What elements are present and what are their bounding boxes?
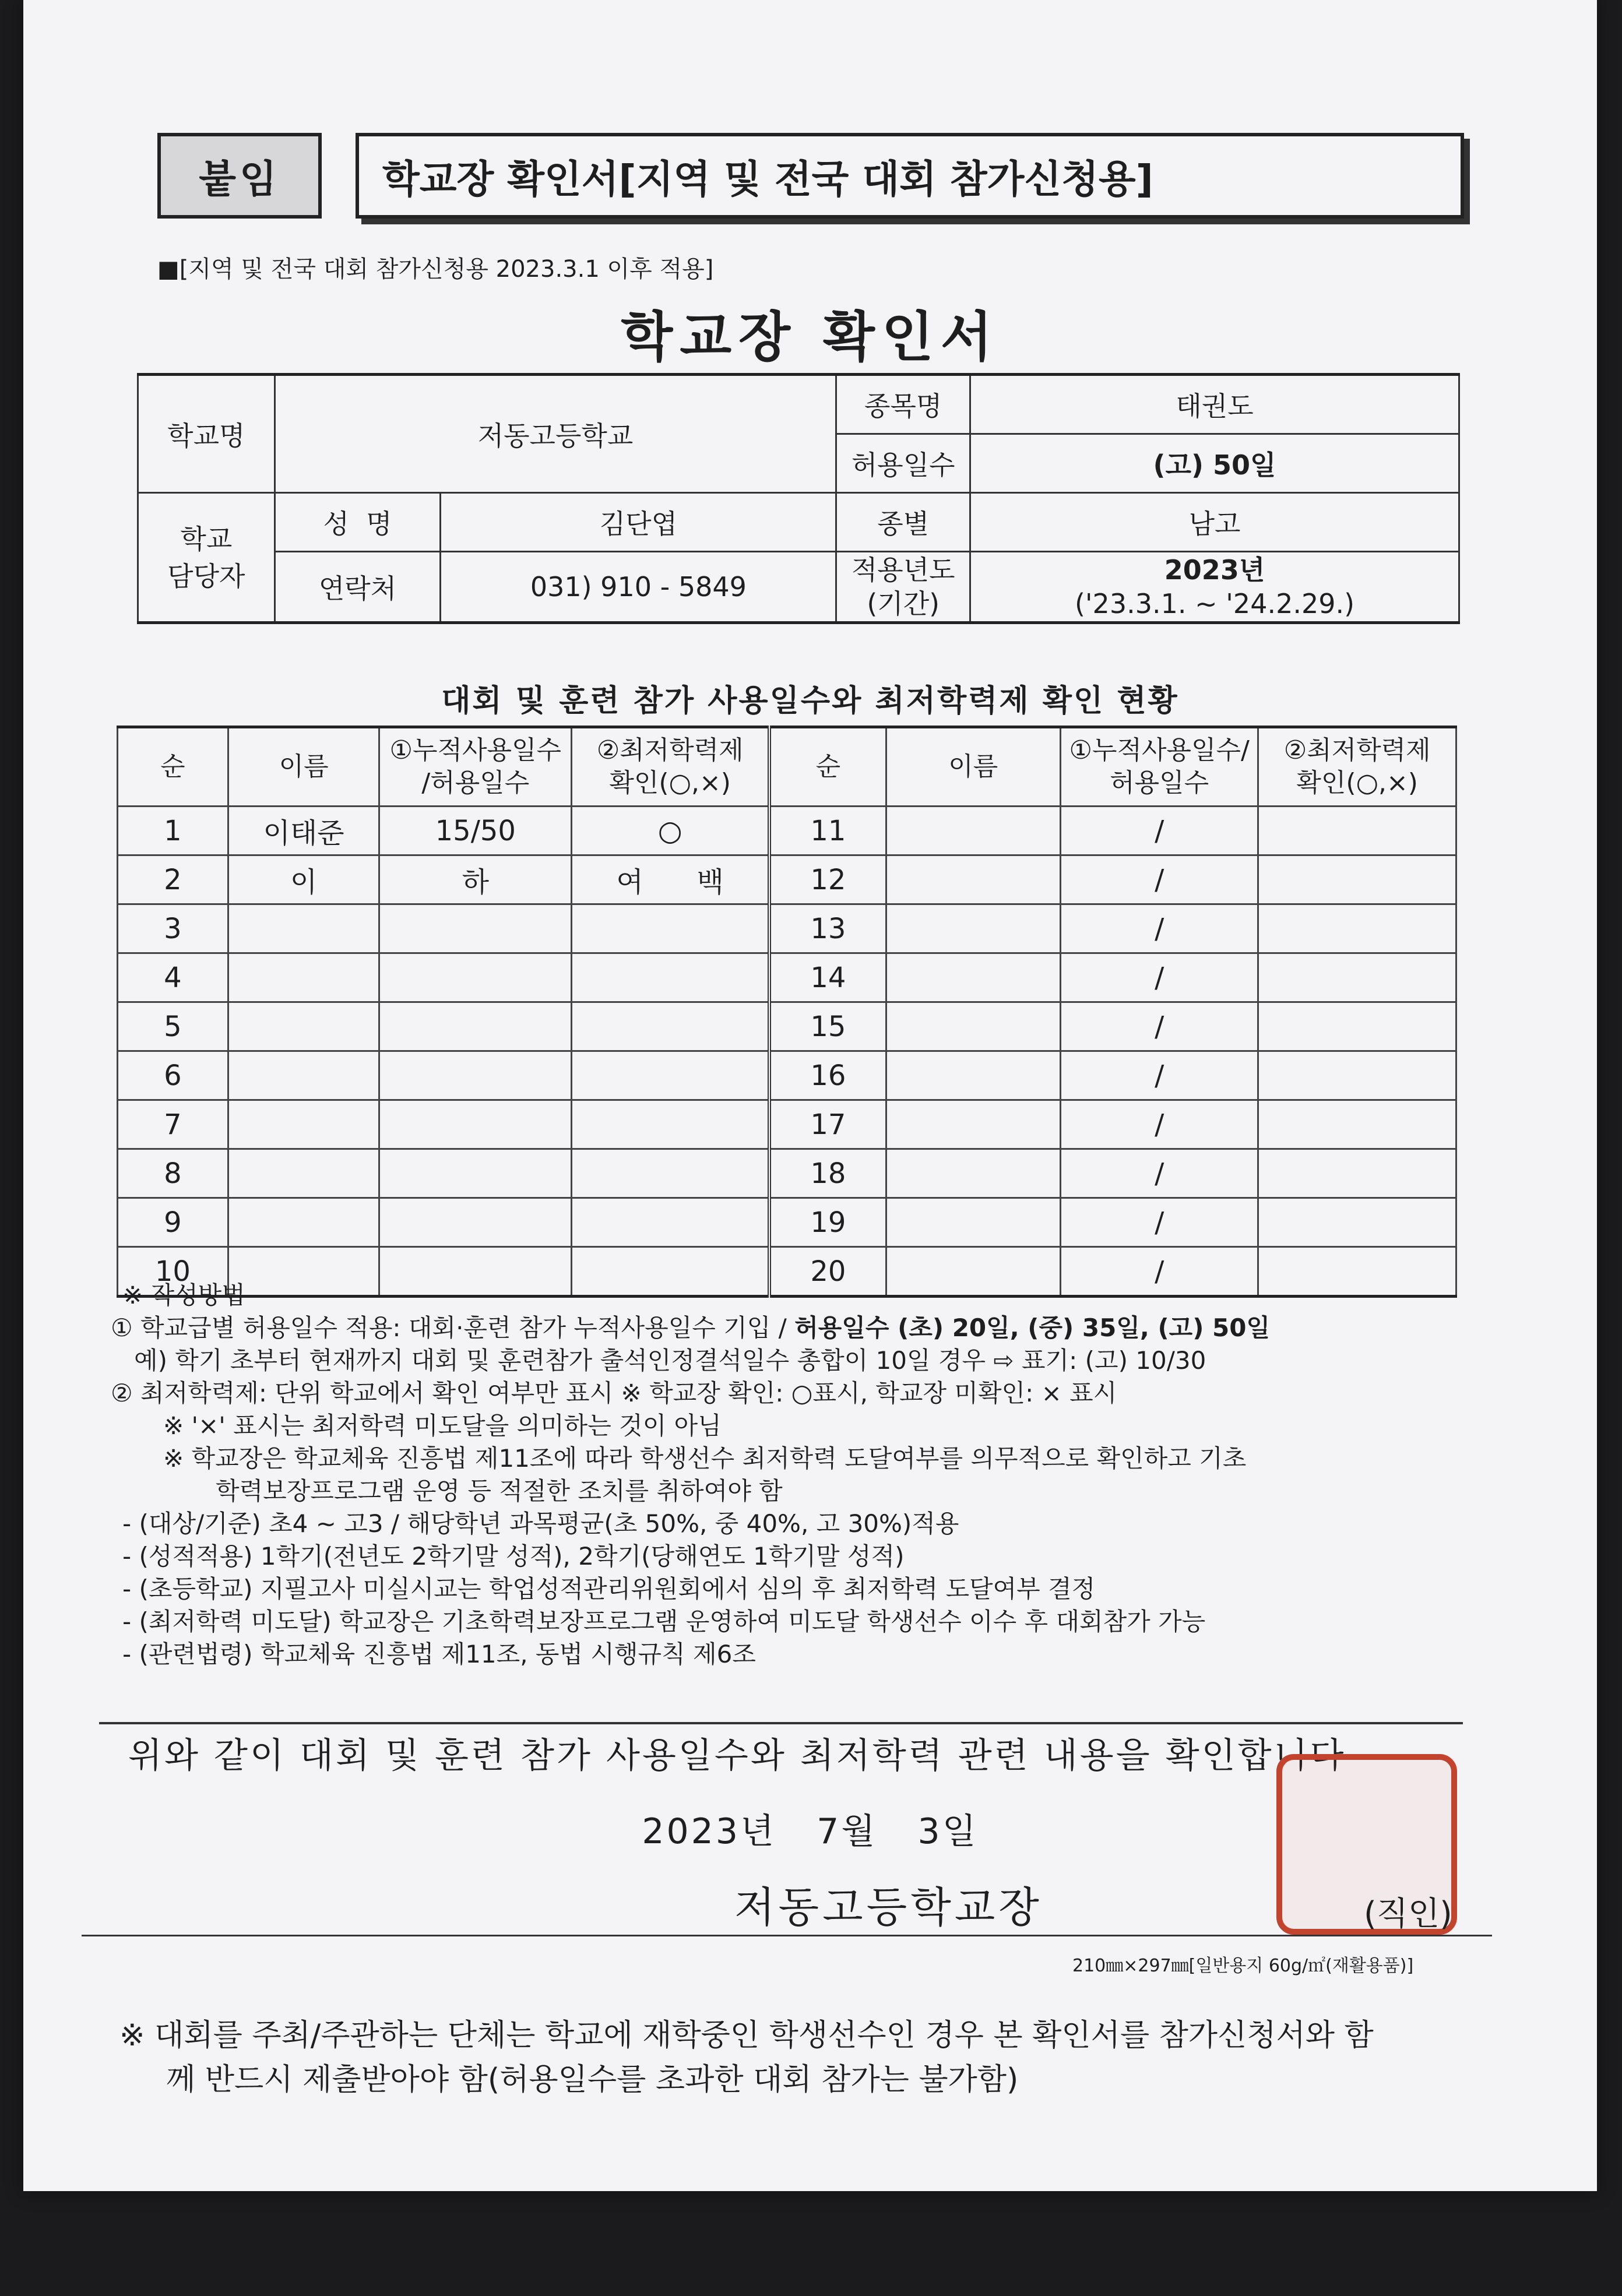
col-days-2 bbox=[1060, 727, 1258, 807]
row-no: 3 bbox=[118, 904, 228, 953]
row-name: 이 bbox=[228, 855, 379, 904]
table-row bbox=[118, 953, 1456, 1002]
method-line-1 bbox=[111, 1312, 1498, 1344]
sport-value: 태권도 bbox=[970, 375, 1459, 434]
row-name-2 bbox=[886, 1002, 1060, 1051]
method-line-1a: ① 학교급별 허용일수 적용: 대회·훈련 참가 누적사용일수 기입 / bbox=[111, 1313, 795, 1342]
row-no: 7 bbox=[118, 1100, 228, 1149]
row-check-2 bbox=[1258, 855, 1456, 904]
row-check-2 bbox=[1258, 904, 1456, 953]
col-check2-line2: 확인(○,×) bbox=[1296, 768, 1418, 798]
row-no-2: 11 bbox=[769, 807, 886, 855]
principal-name: 저동고등학교장 bbox=[734, 1883, 1043, 1932]
row-name bbox=[228, 904, 379, 953]
row-name-2 bbox=[886, 1198, 1060, 1247]
contact-value: 031) 910 - 5849 bbox=[441, 552, 836, 623]
row-no: 2 bbox=[118, 855, 228, 904]
row-check bbox=[572, 1198, 770, 1247]
row-check: 여 백 bbox=[572, 855, 770, 904]
col-check-line2: 확인(○,×) bbox=[609, 768, 731, 798]
row-name-2 bbox=[886, 807, 1060, 855]
row-check-2 bbox=[1258, 1198, 1456, 1247]
row-name bbox=[228, 1198, 379, 1247]
school-label: 학교명 bbox=[138, 375, 275, 493]
col-days2-line1: ①누적사용일수/ bbox=[1069, 735, 1250, 765]
method-line-1b: 허용일수 (초) 20일, (중) 35일, (고) 50일 bbox=[794, 1313, 1271, 1342]
year-label bbox=[836, 552, 970, 623]
row-check-2 bbox=[1258, 1149, 1456, 1198]
row-no: 10 bbox=[118, 1247, 228, 1297]
year-value-line1: 2023년 bbox=[1164, 554, 1265, 586]
gender-label: 종별 bbox=[836, 493, 970, 552]
method-line-4: ※ '×' 표시는 최저학력 미도달을 의미하는 것이 아님 bbox=[163, 1411, 722, 1440]
col-days bbox=[379, 727, 572, 807]
year-label-line2: (기간) bbox=[867, 588, 940, 619]
method-line-3: ② 최저학력제: 단위 학교에서 확인 여부만 표시 ※ 학교장 확인: ○표시, 학교장 미확인: × 표시 bbox=[111, 1379, 1117, 1407]
writing-method bbox=[111, 1279, 1498, 1671]
col-no: 순 bbox=[118, 727, 228, 807]
row-name bbox=[228, 1002, 379, 1051]
status-header-row bbox=[118, 727, 1456, 807]
table-row bbox=[118, 807, 1456, 855]
row-check-2 bbox=[1258, 1051, 1456, 1100]
year-value bbox=[970, 552, 1459, 623]
col-days2-line2: 허용일수 bbox=[1110, 768, 1209, 798]
row-check bbox=[572, 1002, 770, 1051]
manager-label: 학교 담당자 bbox=[138, 493, 275, 623]
row-no-2: 14 bbox=[769, 953, 886, 1002]
row-check-2 bbox=[1258, 1002, 1456, 1051]
row-no-2: 18 bbox=[769, 1149, 886, 1198]
method-line-10: - (최저학력 미도달) 학교장은 기초학력보장프로그램 운영하여 미도달 학생선수 이수 후 대회참가 가능 bbox=[122, 1607, 1206, 1636]
method-line-6: 학력보장프로그램 운영 등 적절한 조치를 취하여야 함 bbox=[216, 1477, 783, 1505]
row-no-2: 12 bbox=[769, 855, 886, 904]
row-days bbox=[379, 1149, 572, 1198]
row-no-2: 19 bbox=[769, 1198, 886, 1247]
divider-bottom bbox=[82, 1935, 1492, 1936]
allowed-days-label: 허용일수 bbox=[836, 434, 970, 493]
name-label: 성 명 bbox=[275, 493, 441, 552]
row-check bbox=[572, 1100, 770, 1149]
row-check bbox=[572, 904, 770, 953]
col-days-line1: ①누적사용일수 bbox=[389, 735, 562, 765]
row-days bbox=[379, 1051, 572, 1100]
status-title: 대회 및 훈련 참가 사용일수와 최저학력제 확인 현황 bbox=[441, 684, 1179, 719]
row-no: 1 bbox=[118, 807, 228, 855]
col-no-2: 순 bbox=[769, 727, 886, 807]
row-check bbox=[572, 1051, 770, 1100]
row-days: 15/50 bbox=[379, 807, 572, 855]
row-no-2: 13 bbox=[769, 904, 886, 953]
row-days bbox=[379, 904, 572, 953]
application-note: ■[지역 및 전국 대회 참가신청용 2023.3.1 이후 적용] bbox=[157, 256, 714, 283]
row-check: ○ bbox=[572, 807, 770, 855]
row-no-2: 20 bbox=[769, 1247, 886, 1297]
table-row bbox=[118, 1149, 1456, 1198]
row-no-2: 16 bbox=[769, 1051, 886, 1100]
allowed-days-value: (고) 50일 bbox=[970, 434, 1459, 493]
row-name-2 bbox=[886, 1051, 1060, 1100]
contact-label: 연락처 bbox=[275, 552, 441, 623]
col-name-2: 이름 bbox=[886, 727, 1060, 807]
col-check-line1: ②최저학력제 bbox=[596, 735, 744, 765]
row-days-2: / bbox=[1060, 1247, 1258, 1297]
col-check-2 bbox=[1258, 727, 1456, 807]
name-value: 김단엽 bbox=[441, 493, 836, 552]
row-check bbox=[572, 953, 770, 1002]
row-no: 6 bbox=[118, 1051, 228, 1100]
status-table bbox=[117, 726, 1457, 1298]
table-row bbox=[118, 855, 1456, 904]
method-title: ※ 작성방법 bbox=[122, 1281, 245, 1309]
row-name-2 bbox=[886, 1100, 1060, 1149]
year-label-line1: 적용년도 bbox=[851, 554, 955, 586]
row-days-2: / bbox=[1060, 1149, 1258, 1198]
col-days-line2: /허용일수 bbox=[421, 768, 530, 798]
row-name bbox=[228, 1149, 379, 1198]
table-row bbox=[118, 1100, 1456, 1149]
row-days bbox=[379, 1100, 572, 1149]
method-line-2: 예) 학기 초부터 현재까지 대회 및 훈련참가 출석인정결석일수 총합이 10일 경우 ⇨ 표기: (고) 10/30 bbox=[134, 1346, 1206, 1375]
footnote bbox=[119, 2013, 1507, 2102]
row-days bbox=[379, 1198, 572, 1247]
row-no-2: 17 bbox=[769, 1100, 886, 1149]
footnote-line-2: 께 반드시 제출받아야 함(허용일수를 초과한 대회 참가는 불가함) bbox=[166, 2062, 1019, 2097]
row-name-2 bbox=[886, 904, 1060, 953]
row-no-2: 15 bbox=[769, 1002, 886, 1051]
row-name-2 bbox=[886, 855, 1060, 904]
row-name: 이태준 bbox=[228, 807, 379, 855]
school-value: 저동고등학교 bbox=[275, 375, 836, 493]
method-line-5: ※ 학교장은 학교체육 진흥법 제11조에 따라 학생선수 최저학력 도달여부를 의무적으로 확인하고 기초 bbox=[163, 1444, 1247, 1473]
row-days-2: / bbox=[1060, 1051, 1258, 1100]
row-days-2: / bbox=[1060, 855, 1258, 904]
row-no: 9 bbox=[118, 1198, 228, 1247]
confirmation-statement: 위와 같이 대회 및 훈련 참가 사용일수와 최저학력 관련 내용을 확인합니다 bbox=[128, 1735, 1346, 1776]
row-days-2: / bbox=[1060, 1198, 1258, 1247]
row-check bbox=[572, 1149, 770, 1198]
table-row bbox=[118, 904, 1456, 953]
row-check-2 bbox=[1258, 953, 1456, 1002]
table-row bbox=[118, 1002, 1456, 1051]
row-days-2: / bbox=[1060, 1002, 1258, 1051]
signing-date: 2023년 7월 3일 bbox=[642, 1811, 979, 1852]
attachment-tag: 붙임 bbox=[157, 133, 322, 219]
col-check bbox=[572, 727, 770, 807]
document-page bbox=[23, 0, 1597, 2191]
info-table bbox=[137, 373, 1460, 624]
row-no: 5 bbox=[118, 1002, 228, 1051]
col-name: 이름 bbox=[228, 727, 379, 807]
seal-label: (직인) bbox=[1364, 1895, 1452, 1933]
row-days bbox=[379, 953, 572, 1002]
year-value-line2: ('23.3.1. ~ '24.2.29.) bbox=[1074, 588, 1355, 619]
row-days-2: / bbox=[1060, 953, 1258, 1002]
row-no: 8 bbox=[118, 1149, 228, 1198]
row-name-2 bbox=[886, 1149, 1060, 1198]
row-name-2 bbox=[886, 953, 1060, 1002]
method-line-9: - (초등학교) 지필고사 미실시교는 학업성적관리위원회에서 심의 후 최저학력 도달여부 결정 bbox=[122, 1575, 1096, 1603]
col-check2-line1: ②최저학력제 bbox=[1283, 735, 1431, 765]
method-line-7: - (대상/기준) 초4 ~ 고3 / 해당학년 과목평균(초 50%, 중 40%, 고 30%)적용 bbox=[122, 1509, 959, 1538]
divider bbox=[99, 1722, 1463, 1724]
row-days bbox=[379, 1002, 572, 1051]
table-row bbox=[118, 1051, 1456, 1100]
row-no: 4 bbox=[118, 953, 228, 1002]
method-line-11: - (관련법령) 학교체육 진흥법 제11조, 동법 시행규칙 제6조 bbox=[122, 1640, 756, 1668]
row-name bbox=[228, 1100, 379, 1149]
row-days-2: / bbox=[1060, 1100, 1258, 1149]
gender-value: 남고 bbox=[970, 493, 1459, 552]
row-name bbox=[228, 953, 379, 1002]
row-check-2 bbox=[1258, 807, 1456, 855]
footnote-line-1: ※ 대회를 주최/주관하는 단체는 학교에 재학중인 학생선수인 경우 본 확인서를 참가신청서와 함 bbox=[119, 2018, 1374, 2053]
row-name bbox=[228, 1051, 379, 1100]
row-days-2: / bbox=[1060, 807, 1258, 855]
row-days-2: / bbox=[1060, 904, 1258, 953]
row-days: 하 bbox=[379, 855, 572, 904]
paper-spec: 210㎜×297㎜[일반용지 60g/㎡(재활용품)] bbox=[1072, 1956, 1414, 1976]
sport-label: 종목명 bbox=[836, 375, 970, 434]
header-title: 학교장 확인서[지역 및 전국 대회 참가신청용] bbox=[356, 133, 1464, 219]
method-line-8: - (성적적용) 1학기(전년도 2학기말 성적), 2학기(당해연도 1학기말 성적) bbox=[122, 1542, 905, 1570]
document-title: 학교장 확인서 bbox=[621, 306, 1000, 368]
table-row bbox=[118, 1198, 1456, 1247]
row-check-2 bbox=[1258, 1100, 1456, 1149]
